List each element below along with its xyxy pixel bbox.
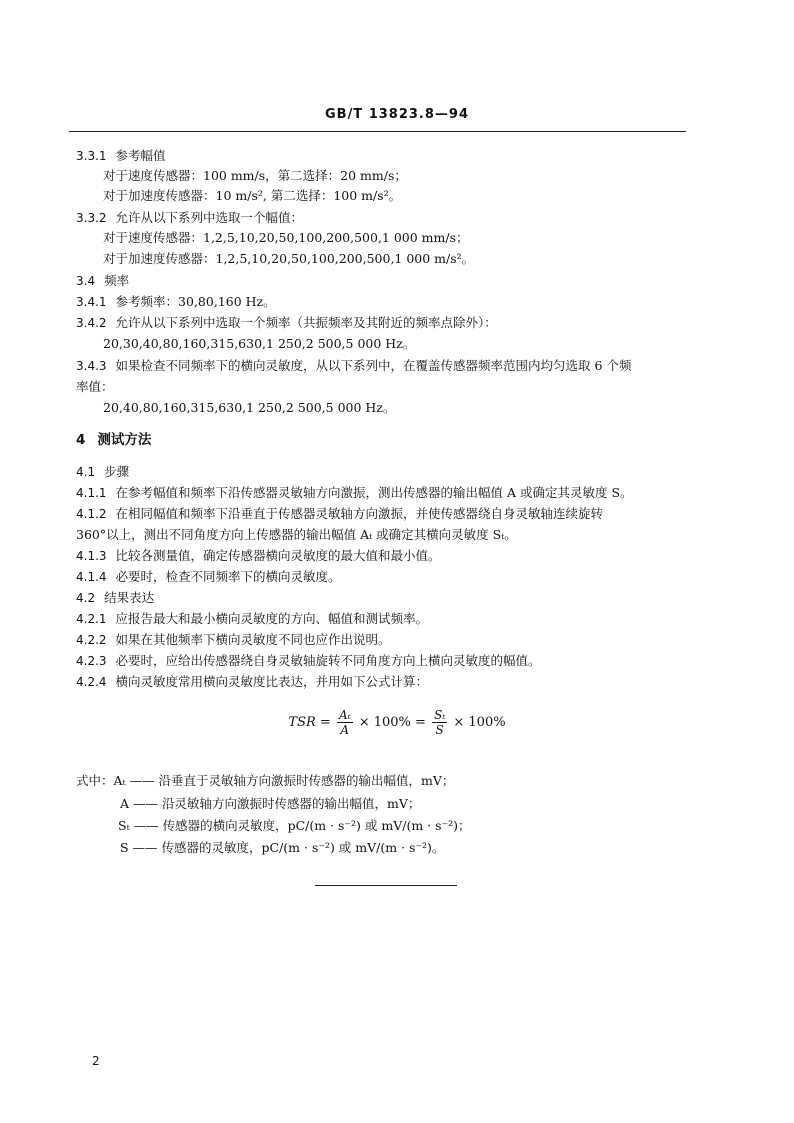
clause-text: 在相同幅值和频率下沿垂直于传感器灵敏轴方向激振，并使传感器绕自身灵敏轴连续旋转: [115, 506, 604, 521]
clause-4-2-2: [76, 632, 391, 648]
formula-tail: × 100%: [453, 715, 506, 730]
clause-number: 4.1: [76, 465, 96, 479]
clause-number: 4.2.4: [76, 675, 107, 689]
fraction-denominator: S: [435, 723, 444, 737]
clause-number: 3.3.1: [76, 149, 107, 163]
clause-4-1-3: [76, 548, 441, 564]
clause-text: 比较各测量值，确定传感器横向灵敏度的最大值和最小值。: [115, 548, 441, 563]
clause-title: 步骤: [104, 464, 130, 479]
section-title: 测试方法: [97, 432, 152, 448]
clause-number: 4.1.3: [76, 549, 107, 563]
clause-3-4-1: [76, 294, 276, 310]
clause-number: 4.2.2: [76, 633, 107, 647]
clause-number: 3.4.2: [76, 316, 107, 330]
clause-4-1-4: [76, 569, 341, 585]
clause-title: 参考幅值: [115, 148, 166, 163]
text-line: 对于速度传感器：100 mm/s，第二选择：20 mm/s；: [103, 168, 407, 183]
header-rule: [69, 131, 686, 132]
clause-3-4-3: [76, 358, 631, 374]
fraction-sensitivity: [432, 708, 447, 737]
text-line: 对于速度传感器：1,2,5,10,20,50,100,200,500,1 000 mm/s；: [103, 230, 469, 245]
clause-4-1: [76, 464, 129, 480]
clause-text: 如果在其他频率下横向灵敏度不同也应作出说明。: [115, 632, 391, 647]
where-item: A —— 沿灵敏轴方向激振时传感器的输出幅值，mV；: [120, 796, 421, 811]
clause-text: 必要时，检查不同频率下的横向灵敏度。: [115, 569, 341, 584]
clause-4-2-1: [76, 611, 428, 627]
fraction-amplitude: [337, 708, 353, 737]
standard-header: GB/T 13823.8—94: [324, 107, 470, 122]
where-item: Sₜ —— 传感器的横向灵敏度，pC/(m · s⁻²) 或 mV/(m · s⁻²)；: [118, 818, 471, 833]
clause-title: 允许从以下系列中选取一个幅值：: [115, 210, 304, 225]
end-rule: [315, 885, 457, 886]
fraction-denominator: A: [340, 723, 350, 737]
clause-text: 在参考幅值和频率下沿传感器灵敏轴方向激振，测出传感器的输出幅值 A 或确定其灵敏度 S。: [115, 485, 633, 500]
clause-title: 频率: [104, 273, 130, 288]
clause-3-3-1: [76, 148, 166, 164]
clause-4-1-1: [76, 485, 633, 501]
where-item: S —— 传感器的灵敏度，pC/(m · s⁻²) 或 mV/(m · s⁻²)。: [120, 840, 445, 855]
clause-3-4-2: [76, 315, 497, 331]
page-number: 2: [92, 1054, 100, 1068]
clause-number: 3.4.1: [76, 295, 107, 309]
fraction-numerator: Aₜ: [338, 708, 351, 722]
clause-4-2-4: [76, 674, 428, 690]
clause-number: 4.1.2: [76, 507, 107, 521]
clause-number: 4.2.1: [76, 612, 107, 626]
clause-number: 4.2.3: [76, 654, 107, 668]
section-4-heading: [76, 432, 151, 448]
clause-number: 4.1.1: [76, 486, 107, 500]
clause-number: 3.3.2: [76, 211, 107, 225]
clause-number: 3.4.3: [76, 359, 107, 373]
clause-text: 必要时，应给出传感器绕自身灵敏轴旋转不同角度方向上横向灵敏度的幅值。: [115, 653, 541, 668]
clause-3-3-2: [76, 210, 303, 226]
clause-number: 4.1.4: [76, 570, 107, 584]
tsr-formula: [0, 708, 794, 737]
text-line: 率值：: [76, 379, 114, 394]
clause-text: 应报告最大和最小横向灵敏度的方向、幅值和测试频率。: [115, 611, 429, 626]
formula-lhs: TSR =: [288, 715, 331, 730]
where-item: 式中：Aₜ —— 沿垂直于灵敏轴方向激振时传感器的输出幅值，mV；: [76, 773, 455, 788]
text-line: 对于加速度传感器：10 m/s², 第二选择：100 m/s²。: [103, 188, 402, 203]
clause-4-2-3: [76, 653, 541, 669]
clause-text: 允许从以下系列中选取一个频率（共振频率及其附近的频率点除外）：: [115, 315, 497, 330]
formula-middle: × 100% =: [358, 715, 426, 730]
text-line: 20,30,40,80,160,315,630,1 250,2 500,5 000 Hz。: [103, 336, 416, 351]
clause-title: 结果表达: [104, 590, 155, 605]
text-line: 360°以上，测出不同角度方向上传感器的输出幅值 Aₜ 或确定其横向灵敏度 Sₜ。: [76, 527, 517, 542]
section-number: 4: [76, 432, 86, 448]
clause-text: 参考频率：30,80,160 Hz。: [115, 294, 276, 309]
clause-number: 4.2: [76, 591, 96, 605]
clause-text: 如果检查不同频率下的横向灵敏度，从以下系列中，在覆盖传感器频率范围内均匀选取 6 个频: [115, 358, 632, 373]
clause-4-2: [76, 590, 154, 606]
text-line: 20,40,80,160,315,630,1 250,2 500,5 000 Hz。: [103, 400, 396, 415]
clause-text: 横向灵敏度常用横向灵敏度比表达，并用如下公式计算：: [115, 674, 429, 689]
clause-number: 3.4: [76, 274, 96, 288]
fraction-numerator: Sₜ: [434, 708, 446, 722]
text-line: 对于加速度传感器：1,2,5,10,20,50,100,200,500,1 000 m/s²。: [103, 251, 475, 266]
clause-4-1-2: [76, 506, 603, 522]
clause-3-4: [76, 273, 129, 289]
